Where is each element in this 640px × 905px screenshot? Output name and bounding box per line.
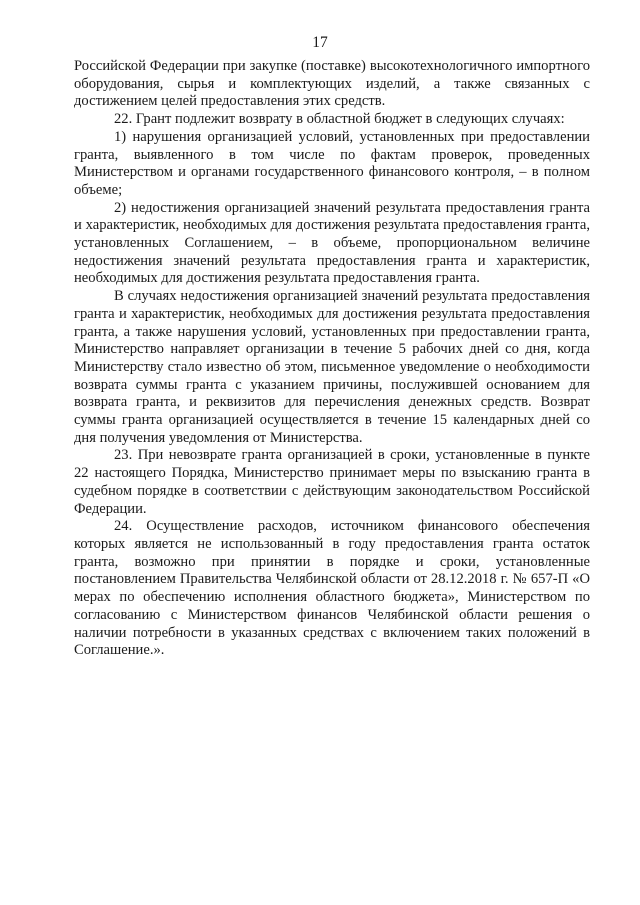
page-number: 17 bbox=[312, 34, 328, 51]
paragraph-continuation: Российской Федерации при закупке (поставке) высокотехнологичного импортного оборудования, сырья и комплектующих изделий, а также связанных с достижением целей предоставления этих средств. bbox=[74, 58, 590, 110]
paragraph-clause-22: 22. Грант подлежит возврату в областной бюджет в следующих случаях: bbox=[114, 111, 565, 128]
paragraph-nonachievement: В случаях недостижения организацией значений результата предоставления гранта и характеристик, необходимых для достижения результата предоставления гранта, а также нарушения условий, установленных при предоставлении гранта, Министерство направляет организации в течение 5 рабочих дней со дня, когда Министерству стало известно об этом, письменное уведомление о необходимости возврата суммы гранта с указанием причины, послужившей основанием для возврата гранта, и реквизитов для перечисления денежных средств. Возврат суммы гранта организацией осуществляется в течение 15 календарных дней со дня получения уведомления от Министерства. bbox=[74, 288, 590, 446]
paragraph-clause-24: 24. Осуществление расходов, источником финансового обеспечения которых является не использованный в году предоставления гранта остаток гранта, возможно при принятии в порядке и сроки, установленные постановлением Правительства Челябинской области от 28.12.2018 г. № 657-П «О мерах по обеспечению исполнения областного бюджета», Министерством по согласованию с Министерством финансов Челябинской области решения о наличии потребности в указанных средствах с включением таких положений в Соглашение.». bbox=[74, 518, 590, 659]
paragraph-subclause-1: 1) нарушения организацией условий, установленных при предоставлении гранта, выявленного в том числе по фактам проверок, проведенных Министерством и органами государственного финансового контроля, – в полном объеме; bbox=[74, 128, 590, 198]
paragraph-clause-23: 23. При невозврате гранта организацией в сроки, установленные в пункте 22 настоящего Порядка, Министерство принимает меры по взысканию гранта в судебном порядке в соответствии с действующим законодательством Российской Федерации. bbox=[74, 447, 590, 517]
document-body bbox=[74, 58, 590, 660]
paragraph-subclause-2: 2) недостижения организацией значений результата предоставления гранта и характеристик, необходимых для достижения результата предоставления гранта, установленных Соглашением, – в объеме, пропорциональном величине недостижения значений результата предоставления гранта и характеристик, необходимых для достижения результата предоставления гранта. bbox=[74, 199, 590, 287]
